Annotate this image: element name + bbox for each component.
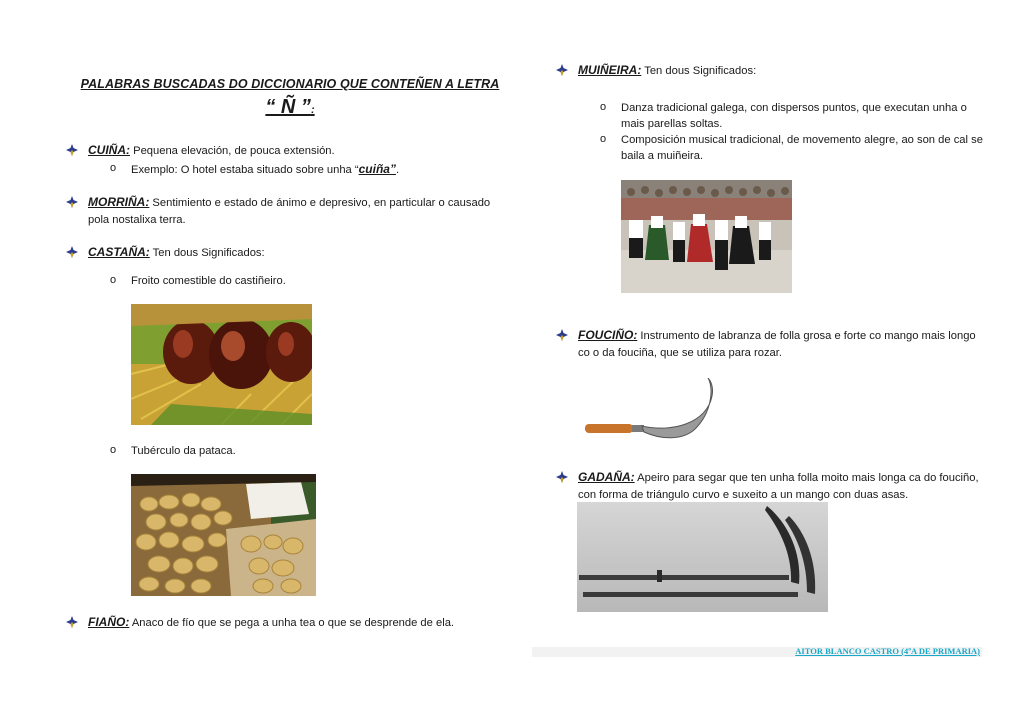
fleur-bullet-icon bbox=[66, 196, 78, 208]
definition-gadana-line2: con forma de triángulo curvo e suxeito a un mango con duas asas. bbox=[578, 489, 909, 501]
circle-bullet: o bbox=[110, 162, 117, 174]
fleur-bullet-icon bbox=[556, 471, 568, 483]
title-letter-suffix: : bbox=[310, 104, 315, 116]
definition-morrina: Sentimiento e estado de ánimo e depresivo, en particular o causado bbox=[149, 197, 491, 209]
term-fiano: FIAÑO: bbox=[88, 615, 130, 629]
entry-fiano bbox=[88, 614, 454, 632]
circle-bullet: o bbox=[110, 274, 117, 286]
fleur-bullet-icon bbox=[66, 246, 78, 258]
entry-castana bbox=[88, 244, 265, 262]
definition-cuina: Pequena elevación, de pouca extensión. bbox=[130, 145, 335, 157]
example-word: cuiña” bbox=[358, 162, 396, 176]
example-prefix: Exemplo: O hotel estaba situado sobre unha “ bbox=[131, 164, 359, 176]
meaning-muineira-2-line1: Composición musical tradicional, de movemento alegre, ao son de cal se bbox=[621, 134, 983, 146]
definition-fiano: Anaco de fío que se pega a unha tea o que se desprende de ela. bbox=[129, 617, 455, 629]
entry-morrina bbox=[88, 194, 498, 229]
fleur-bullet-icon bbox=[66, 144, 78, 156]
term-castana: CASTAÑA: bbox=[88, 245, 150, 259]
document-title: PALABRAS BUSCADAS DO DICCIONARIO QUE CONTEÑEN A LETRA bbox=[80, 77, 500, 91]
meaning-muineira-1-line1: Danza tradicional galega, con dispersos puntos, que executan unha o bbox=[621, 102, 967, 114]
entry-muineira bbox=[578, 62, 756, 80]
term-cuina: CUIÑA: bbox=[88, 143, 130, 157]
scythe-photo bbox=[577, 502, 828, 612]
meaning-castana-1: Froito comestible do castiñeiro. bbox=[131, 275, 286, 287]
example-suffix: . bbox=[395, 164, 400, 176]
fleur-bullet-icon bbox=[556, 64, 568, 76]
entry-cuina bbox=[88, 142, 335, 160]
title-letter-text: “ Ñ ” bbox=[265, 96, 311, 118]
definition-foucino: Instrumento de labranza de folla grosa e forte co mango mais longo bbox=[637, 330, 976, 342]
term-muineira: MUIÑEIRA: bbox=[578, 63, 642, 77]
sickle-photo bbox=[582, 378, 724, 462]
fleur-bullet-icon bbox=[556, 329, 568, 341]
entry-foucino bbox=[578, 327, 998, 362]
term-foucino: FOUCIÑO: bbox=[578, 328, 638, 342]
fleur-bullet-icon bbox=[66, 616, 78, 628]
circle-bullet: o bbox=[600, 133, 607, 145]
circle-bullet: o bbox=[110, 444, 117, 456]
definition-castana: Ten dous Significados: bbox=[149, 247, 265, 259]
title-letter bbox=[250, 96, 330, 119]
definition-gadana: Apeiro para segar que ten unha folla moito mais longa ca do fouciño, bbox=[634, 472, 979, 484]
meaning-muineira-1-line2: mais parellas soltas. bbox=[621, 118, 723, 130]
circle-bullet: o bbox=[600, 101, 607, 113]
meaning-castana-2: Tubérculo da pataca. bbox=[131, 445, 236, 457]
definition-morrina-line2: pola nostalixa terra. bbox=[88, 214, 186, 226]
potato-photo bbox=[131, 474, 316, 596]
example-cuina bbox=[131, 161, 399, 178]
meaning-muineira-1 bbox=[621, 100, 991, 132]
definition-muineira: Ten dous Significados: bbox=[641, 65, 757, 77]
chestnut-photo bbox=[131, 304, 312, 425]
term-morrina: MORRIÑA: bbox=[88, 195, 150, 209]
meaning-muineira-2 bbox=[621, 132, 991, 164]
author-footer: AITOR BLANCO CASTRO (4ºA DE PRIMARIA) bbox=[795, 646, 980, 656]
muineira-dance-photo bbox=[621, 180, 792, 293]
entry-gadana bbox=[578, 469, 998, 504]
term-gadana: GADAÑA: bbox=[578, 470, 635, 484]
meaning-muineira-2-line2: baila a muiñeira. bbox=[621, 150, 704, 162]
definition-foucino-line2: co o da fouciña, que se utiliza para rozar. bbox=[578, 347, 782, 359]
